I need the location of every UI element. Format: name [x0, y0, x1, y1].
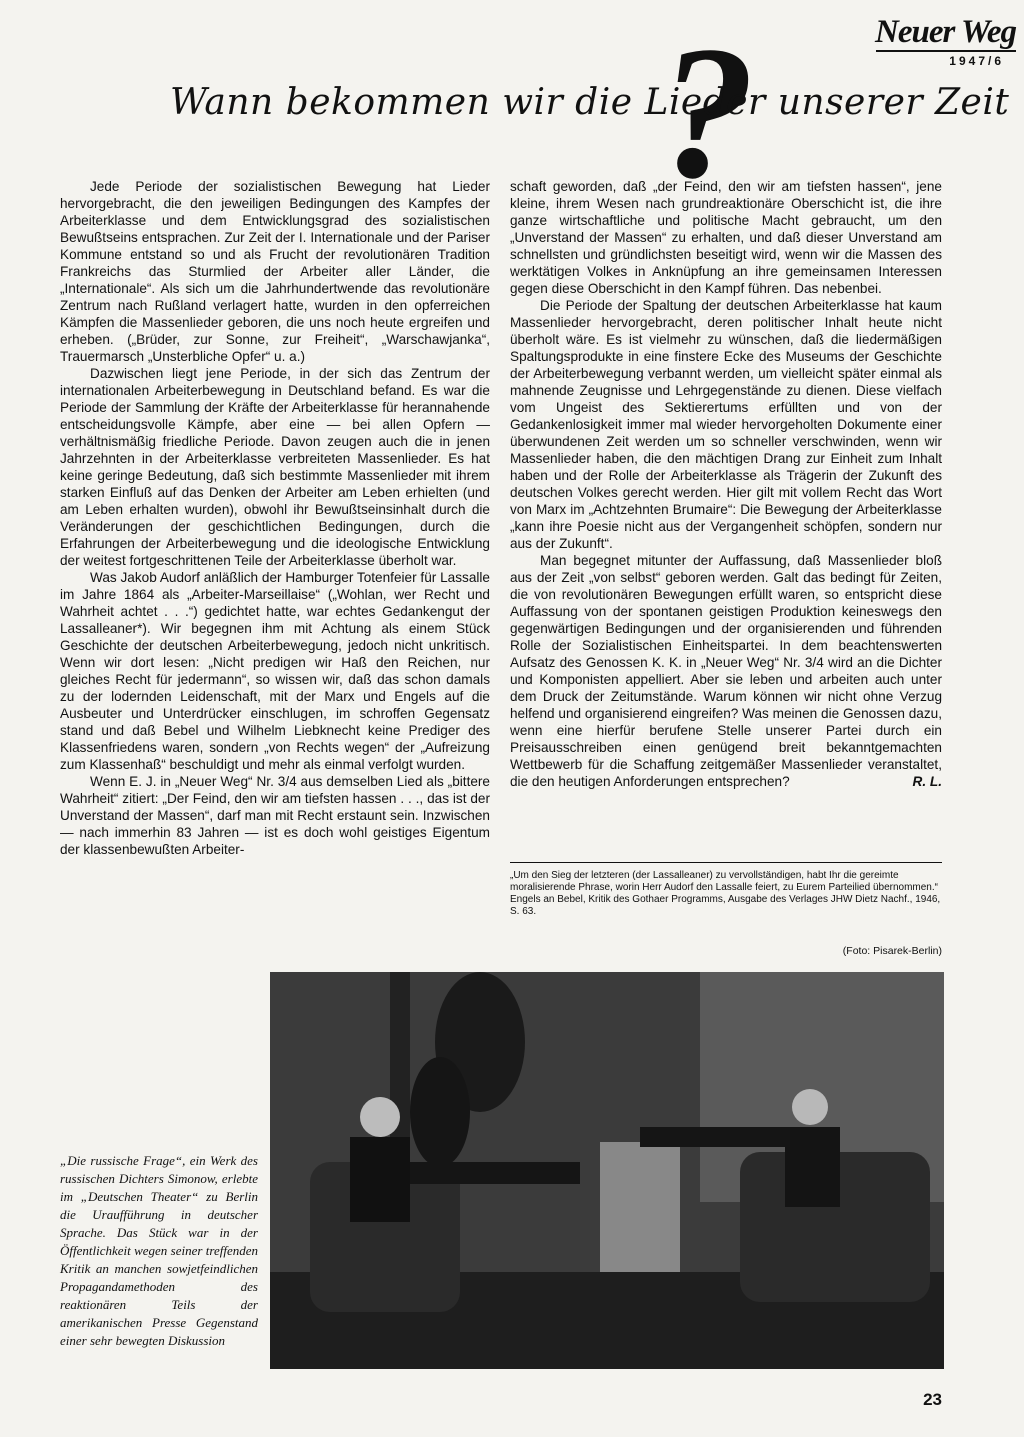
paragraph: Dazwischen liegt jene Periode, in der sich das Zentrum der internationalen Arbeiterbewegung in Deutschland befand. Es war die Periode der Sammlung der Kräfte der Arbeiterklasse für herannahende entscheidungsvolle Kämpfe, aber eine — bei allen Opfern — verhältnismäßig friedliche Periode. Davon zeugen auch die in jenen Jahrzehnten in der Arbeiterklasse verbreiteten Massenlieder. Es hat keine geringe Bedeutung, daß sich bestimmte Massenlieder mit ihrem starken Einfluß auf das Denken der Arbeiter am Leben erhielten (und am Leben erhalten wurden), obwohl ihr Bewußtseinsinhalt durch die Veränderungen der geschichtlichen Bedingungen, durch die Erfahrungen der Arbeiterbewegung und die ideologische Entwicklung der weitest fortgeschrittenen Teile der Arbeiterklasse überholt war. [60, 366, 490, 568]
article-title: Wann bekommen wir die Lieder unserer Zeit [170, 82, 1010, 123]
paragraph [510, 552, 942, 790]
footnote-divider [510, 862, 942, 863]
paragraph: Was Jakob Audorf anläßlich der Hamburger Totenfeier für Lassalle im Jahre 1864 als „Arbeiter-Marseillaise“ („Wohlan, wer Recht und Wahrheit achtet . . .“) gedichtet hatte, war echtes Gedankengut der Lassalleaner*). Wir begegnen ihm mit Achtung als einem Stück Geschichte der deutschen Arbeiterbewegung, jedoch nicht unkritisch. Wenn wir dort lesen: „Nicht predigen wir Haß den Reichen, nur gleiches Recht für jedermann“, so wissen wir, daß das schon damals zu der lodernden Leidenschaft, mit der Marx und Engels auf die Ausbeuter und Unterdrücker einschlugen, im schroffen Gegensatz stand und daß Bebel und Wilhelm Liebknecht keine Prediger des Klassenfriedens waren, sondern „von Rechts wegen“ der „Aufreizung zum Klassenhaß“ beschuldigt und mehr als einmal verfolgt wurden. [60, 570, 490, 772]
author-signature: R. L. [912, 774, 942, 789]
masthead-rule [876, 50, 1016, 52]
masthead [875, 14, 1016, 68]
issue-number: 1947/6 [949, 54, 1004, 68]
theater-photo [270, 972, 944, 1369]
theater-scene-illustration [270, 972, 944, 1369]
paragraph-text: Man begegnet mitunter der Auffassung, daß Massenlieder bloß aus der Zeit „von selbst“ geboren werden. Galt das bedingt für Zeiten, die von revolutionären Bewegungen erfüllt waren, so entspricht diese Auffassung von der spontanen geistigen Produktion keineswegs den gegenwärtigen Bedingungen und der organisierenden und führenden Rolle der Sozialistischen Einheitspartei. In dem beachtenswerten Aufsatz des Genossen K. K. in „Neuer Weg“ Nr. 3/4 wird an die Dichter und Komponisten appelliert. Aber sie leben und arbeiten auch unter dem Druck der Zeitumstände. Warum können wir nicht ohne Verzug helfend und organisierend eingreifen? Was meinen die Genossen dazu, wenn eine hierfür berufene Stelle unserer Partei durch ein Preisausschreiben einen genügend breit bekanntgemachten Wettbewerb für die Schaffung zeitgemäßer Massenlieder veranstaltet, die den heutigen Anforderungen entsprechen? [510, 553, 942, 789]
paragraph: schaft geworden, daß „der Feind, den wir am tiefsten hassen“, jene kleine, ihrem Wesen nach grundreaktionäre Oberschicht ist, die ihre ganze wirtschaftliche und politische Macht gebraucht, um den „Unverstand der Massen“ zu erhalten, und daß dieser Unverstand am schnellsten und gründlichsten beseitigt wird, wenn wir die Massen des werktätigen Volkes in Anknüpfung an ihre gemeinsamen Interessen gegen diese Oberschicht in den Kampf führen. Das nebenbei. [510, 179, 942, 296]
right-column [510, 178, 942, 790]
footnote: „Um den Sieg der letzteren (der Lassalleaner) zu vervollständigen, habt Ihr die gereimte moralisierende Phrase, worin Herr Audorf den Lassalle feiert, zu Eurem Parteilied übernommen.“ Engels an Bebel, Kritik des Gothaer Programms, Ausgabe des Verlages JHW Dietz Nachf., 1946, S. 63. [510, 870, 941, 917]
masthead-logo: Neuer Weg [874, 14, 1016, 50]
photo-caption: „Die russische Frage“, ein Werk des russischen Dichters Simonow, erlebte im „Deutschen Theater“ zu Berlin die Uraufführung in deutscher Sprache. Das Stück war in der Öffentlichkeit wegen seiner treffenden Kritik an manchen sowjetfeindlichen Propagandamethoden des reaktionären Teils der amerikanischen Presse Gegenstand einer sehr bewegten Diskussion [60, 1153, 258, 1348]
title-question-mark: ? [660, 8, 755, 218]
paragraph: Die Periode der Spaltung der deutschen Arbeiterklasse hat kaum Massenlieder hervorgebracht, deren politischer Inhalt heute nicht überholt wäre. Es ist vielmehr zu wünschen, daß die liedermäßigen Spaltungsprodukte in eine finstere Ecke des Museums der Geschichte der Arbeiterbewegung verbannt werden, um vielleicht später einmal als mahnende Zeugnisse und Lehrgegenstände zu dienen. Diese vielfach vom Ungeist des Sektierertums erfüllten und von der Gedankenlosigkeit immer mal wieder hervorgeholten Dokumente einer überwundenen Zeit werden um so schneller verschwinden, wenn wir Massenlieder haben, die den mächtigen Drang zur Einheit zum Inhalt haben und der Rolle der Arbeiterklasse als Trägerin der Zukunft des deutschen Volkes gerecht werden. Hier gilt mit vollem Recht das Wort von Marx im „Achtzehnten Brumaire“: Die Bewegung der Arbeiterklasse „kann ihre Poesie nicht aus der Vergangenheit schöpfen, sondern nur aus der Zukunft“. [510, 298, 942, 551]
page-number: 23 [923, 1390, 942, 1409]
paragraph: Wenn E. J. in „Neuer Weg“ Nr. 3/4 aus demselben Lied als „bittere Wahrheit“ zitiert: „Der Feind, den wir am tiefsten hassen . . ., das ist der Unverstand der Massen“, darf man mit Recht erstaunt sein. Inzwischen — nach immerhin 83 Jahren — ist es doch wohl geistiges Eigentum der klassenbewußten Arbeiter- [60, 774, 490, 857]
left-column [60, 178, 490, 858]
photo-credit: (Foto: Pisarek-Berlin) [842, 945, 942, 957]
paragraph: Jede Periode der sozialistischen Bewegung hat Lieder hervorgebracht, die den jeweiligen Bedingungen des Kampfes der Arbeiterklasse und dem Entwicklungsgrad des sozialistischen Bewußtseins entsprachen. Zur Zeit der I. Internationale und der Pariser Kommune entstand so und als Frucht der revolutionären Tradition Frankreichs das Sturmlied der Arbeiter aller Länder, die „Internationale“. Als sich um die Jahrhundertwende das revolutionäre Zentrum nach Rußland verlagert hatte, wurden in den opferreichen Kämpfen die Massenlieder geboren, die uns noch heute ergreifen und erheben. („Brüder, zur Sonne, zur Freiheit“, „Warschawjanka“, Trauermarsch „Unsterbliche Opfer“ u. a.) [60, 179, 490, 364]
